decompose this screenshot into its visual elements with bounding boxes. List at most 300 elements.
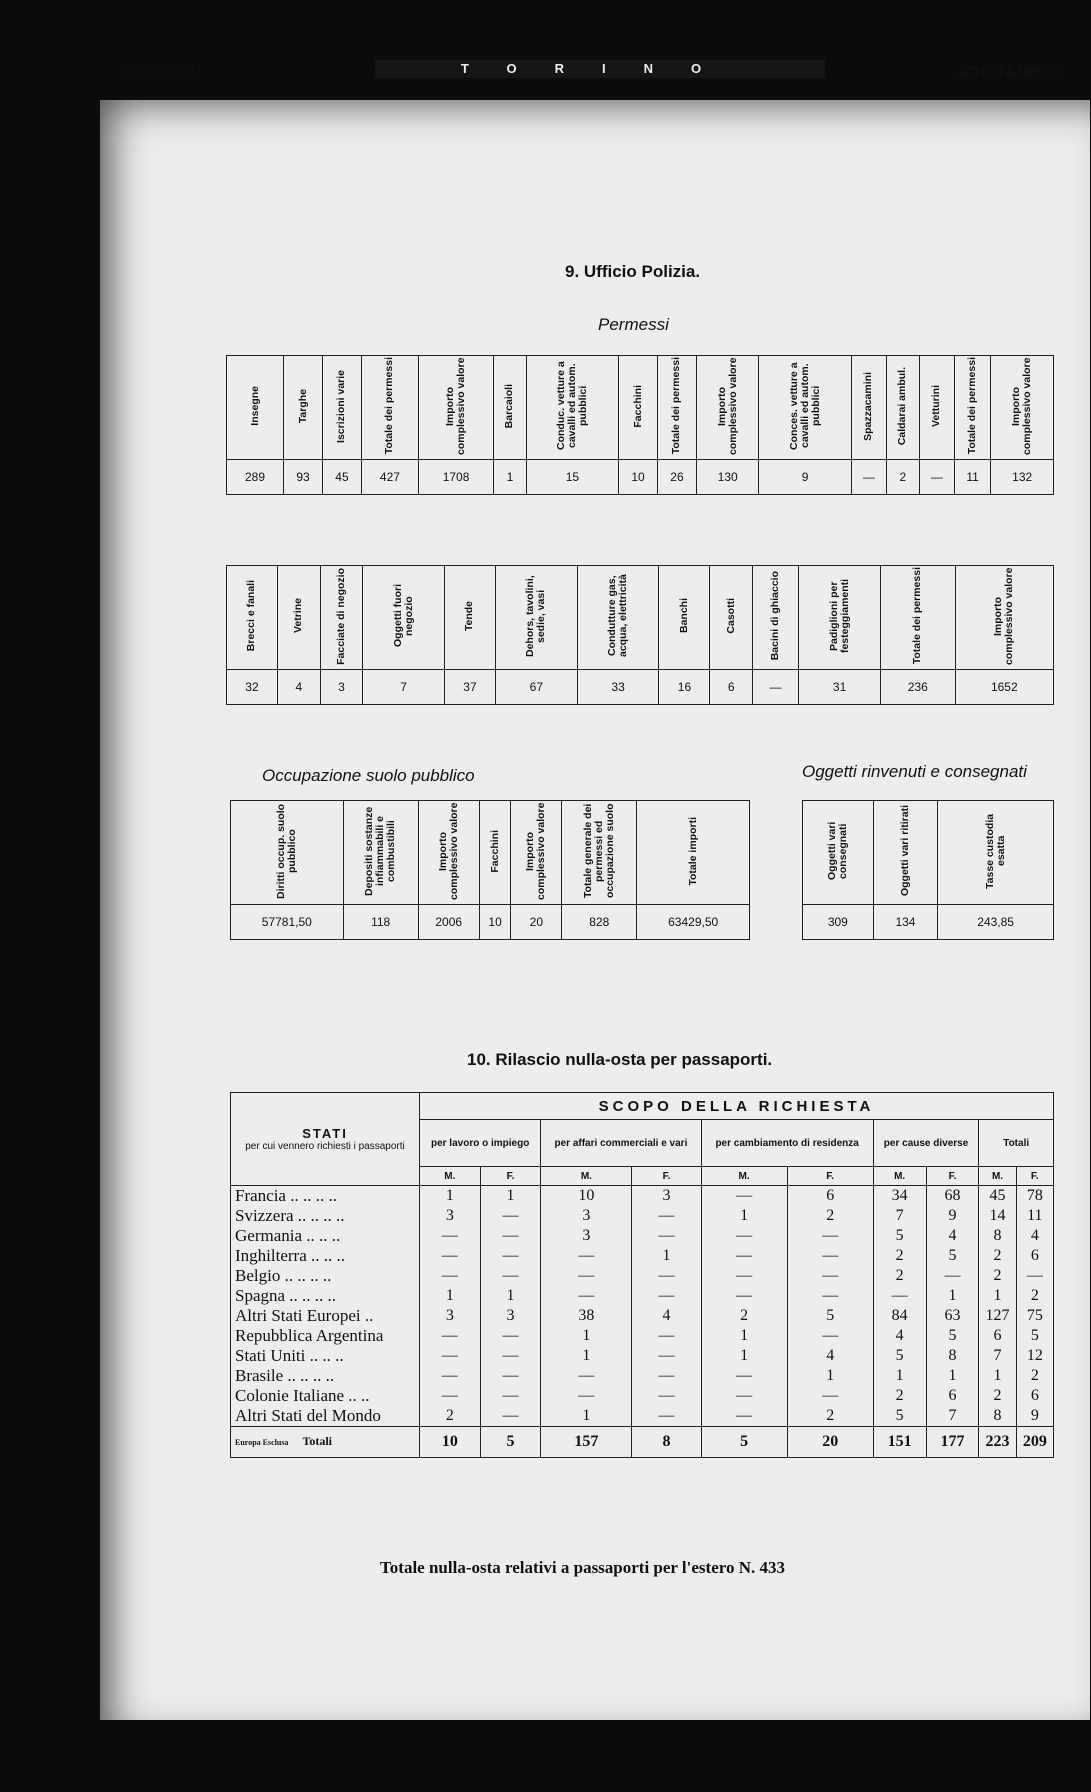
table1-header-label: Totale dei permessi bbox=[670, 357, 683, 455]
count-cell: 3 bbox=[420, 1306, 481, 1326]
scopo-header: SCOPO DELLA RICHIESTA bbox=[420, 1093, 1054, 1120]
table1-value: 427 bbox=[361, 460, 418, 495]
count-cell: — bbox=[632, 1226, 701, 1246]
count-cell: — bbox=[787, 1286, 873, 1306]
count-cell: 2 bbox=[979, 1246, 1016, 1266]
count-cell: — bbox=[420, 1266, 481, 1286]
count-cell: 1 bbox=[787, 1366, 873, 1386]
count-cell: 9 bbox=[1016, 1406, 1053, 1427]
count-cell: 1 bbox=[979, 1366, 1016, 1386]
table1-value: 1708 bbox=[418, 460, 493, 495]
count-cell: 38 bbox=[541, 1306, 632, 1326]
table1-header-label: Importo complessivo valore bbox=[715, 357, 739, 455]
section-10-title: 10. Rilascio nulla-osta per passaporti. bbox=[467, 1050, 773, 1069]
table2-value: 37 bbox=[445, 670, 496, 705]
passaporti-table bbox=[230, 1092, 1054, 1458]
stati-label: STATI bbox=[302, 1126, 348, 1141]
count-cell: — bbox=[541, 1366, 632, 1386]
table2-value: 6 bbox=[710, 670, 753, 705]
scopo-group: per cambiamento di residenza bbox=[701, 1120, 873, 1167]
table3-value: 2006 bbox=[418, 905, 479, 940]
table3-value: 118 bbox=[343, 905, 418, 940]
count-cell: 7 bbox=[979, 1346, 1016, 1366]
count-cell: 1 bbox=[979, 1286, 1016, 1306]
count-cell: — bbox=[1016, 1266, 1053, 1286]
count-cell: 127 bbox=[979, 1306, 1016, 1326]
count-cell: 1 bbox=[701, 1346, 787, 1366]
table2-header bbox=[710, 566, 753, 670]
table1-value: 1 bbox=[494, 460, 527, 495]
table3-header bbox=[637, 801, 750, 905]
table1-value: 45 bbox=[322, 460, 361, 495]
table4-value: 309 bbox=[803, 905, 874, 940]
table2-header bbox=[753, 566, 799, 670]
count-cell: — bbox=[480, 1226, 541, 1246]
occupazione-title: Occupazione suolo pubblico bbox=[262, 766, 475, 785]
table2-value: — bbox=[753, 670, 799, 705]
count-cell: — bbox=[420, 1346, 481, 1366]
scopo-group: Totali bbox=[979, 1120, 1054, 1167]
count-cell: 4 bbox=[873, 1326, 926, 1346]
count-cell: 5 bbox=[873, 1406, 926, 1427]
table1-header bbox=[494, 356, 527, 460]
state-name: Francia .. .. .. .. bbox=[231, 1186, 420, 1207]
permessi-subtitle: Permessi bbox=[598, 315, 669, 334]
total-cell: 5 bbox=[701, 1427, 787, 1458]
table4-value: 243,85 bbox=[938, 905, 1054, 940]
total-cell: 8 bbox=[632, 1427, 701, 1458]
table1-header-label: Iscrizioni varie bbox=[335, 369, 348, 443]
table1-header bbox=[619, 356, 658, 460]
header-banner: TORINO bbox=[375, 60, 825, 78]
count-cell: — bbox=[701, 1246, 787, 1266]
table2-header bbox=[880, 566, 955, 670]
table2-value: 236 bbox=[880, 670, 955, 705]
table1-value: 9 bbox=[759, 460, 851, 495]
table2-value: 32 bbox=[227, 670, 278, 705]
scopo-group: per affari commerciali e vari bbox=[541, 1120, 701, 1167]
count-cell: 2 bbox=[873, 1386, 926, 1406]
running-header bbox=[120, 60, 1060, 82]
table4-header-label: Tasse custodia esatta bbox=[983, 813, 1007, 889]
count-cell: 84 bbox=[873, 1306, 926, 1326]
count-cell: — bbox=[787, 1246, 873, 1266]
page-number: CCCXXVIII bbox=[120, 64, 204, 79]
table1-header bbox=[991, 356, 1054, 460]
table1-value: 2 bbox=[887, 460, 920, 495]
count-cell: 4 bbox=[926, 1226, 979, 1246]
count-cell: 2 bbox=[420, 1406, 481, 1427]
footer-total: Totale nulla-osta relativi a passaporti per l'estero N. 433 bbox=[380, 1558, 786, 1577]
table3-header-label: Diritti occup. suolo pubblico bbox=[274, 803, 298, 899]
sex-header: F. bbox=[926, 1167, 979, 1186]
table2-header-label: Condutture gas, acqua, elettricità bbox=[606, 574, 630, 658]
count-cell: 4 bbox=[1016, 1226, 1053, 1246]
count-cell: — bbox=[480, 1326, 541, 1346]
table3-header-label: Totale generale dei permessi ed occupazione suolo bbox=[581, 803, 616, 899]
total-cell: 5 bbox=[480, 1427, 541, 1458]
count-cell: — bbox=[632, 1406, 701, 1427]
table1-value: — bbox=[851, 460, 886, 495]
oggetti-table bbox=[802, 800, 1054, 940]
table1-value: 132 bbox=[991, 460, 1054, 495]
sex-header: F. bbox=[787, 1167, 873, 1186]
state-name: Colonie Italiane .. .. bbox=[231, 1386, 420, 1406]
table1-header-label: Spazzacamini bbox=[862, 371, 875, 441]
count-cell: 6 bbox=[1016, 1386, 1053, 1406]
table3-value: 63429,50 bbox=[637, 905, 750, 940]
scopo-group: per lavoro o impiego bbox=[420, 1120, 541, 1167]
total-cell: 177 bbox=[926, 1427, 979, 1458]
count-cell: 1 bbox=[420, 1286, 481, 1306]
table1-header-label: Conces. vetture a cavalli ed autom. pubblici bbox=[787, 362, 822, 450]
table1-header-label: Insegne bbox=[248, 386, 261, 426]
table1-header bbox=[887, 356, 920, 460]
state-name: Altri Stati del Mondo bbox=[231, 1406, 420, 1427]
count-cell: 7 bbox=[926, 1406, 979, 1427]
table1-header bbox=[919, 356, 954, 460]
count-cell: 5 bbox=[787, 1306, 873, 1326]
count-cell: — bbox=[420, 1386, 481, 1406]
table1-header-label: Conduc. vetture a cavalli ed autom. pubblici bbox=[554, 361, 589, 451]
table3-header-label: Importo complessivo valore bbox=[436, 802, 460, 900]
stati-sub: per cui vennero richiesti i passaporti bbox=[245, 1141, 405, 1152]
table1-value: 10 bbox=[619, 460, 658, 495]
count-cell: — bbox=[701, 1266, 787, 1286]
state-name: Inghilterra .. .. .. bbox=[231, 1246, 420, 1266]
sex-header: M. bbox=[420, 1167, 481, 1186]
count-cell: — bbox=[632, 1366, 701, 1386]
count-cell: 2 bbox=[979, 1266, 1016, 1286]
sex-header: M. bbox=[541, 1167, 632, 1186]
count-cell: 2 bbox=[1016, 1286, 1053, 1306]
sex-header: F. bbox=[632, 1167, 701, 1186]
count-cell: 2 bbox=[787, 1406, 873, 1427]
table2-header bbox=[495, 566, 577, 670]
table4-header bbox=[938, 801, 1054, 905]
count-cell: — bbox=[701, 1226, 787, 1246]
table-row bbox=[231, 1226, 1054, 1246]
occupazione-table bbox=[230, 800, 750, 940]
europa-note: Europa Esclusa bbox=[235, 1438, 289, 1447]
count-cell: 45 bbox=[979, 1186, 1016, 1207]
table1-header bbox=[526, 356, 618, 460]
table4-header bbox=[873, 801, 938, 905]
state-name: Belgio .. .. .. .. bbox=[231, 1266, 420, 1286]
count-cell: — bbox=[541, 1386, 632, 1406]
table1-header-label: Totale dei permessi bbox=[383, 357, 396, 455]
count-cell: 2 bbox=[873, 1246, 926, 1266]
state-name: Stati Uniti .. .. .. bbox=[231, 1346, 420, 1366]
count-cell: 8 bbox=[979, 1226, 1016, 1246]
count-cell: 3 bbox=[480, 1306, 541, 1326]
table1-header bbox=[954, 356, 991, 460]
count-cell: — bbox=[480, 1266, 541, 1286]
table2-header-label: Dehors, tavolini, sedie, vasi bbox=[524, 575, 548, 657]
table2-value: 7 bbox=[363, 670, 445, 705]
table1-header-label: Vetturini bbox=[930, 384, 943, 427]
count-cell: 5 bbox=[926, 1246, 979, 1266]
count-cell: 12 bbox=[1016, 1346, 1053, 1366]
count-cell: 1 bbox=[632, 1246, 701, 1266]
count-cell: 6 bbox=[1016, 1246, 1053, 1266]
table3-header bbox=[511, 801, 562, 905]
count-cell: — bbox=[701, 1286, 787, 1306]
table2-header-label: Facciate di negozio bbox=[334, 567, 347, 665]
count-cell: — bbox=[632, 1346, 701, 1366]
count-cell: — bbox=[632, 1386, 701, 1406]
count-cell: 1 bbox=[480, 1186, 541, 1207]
table3-header bbox=[418, 801, 479, 905]
table2-header bbox=[955, 566, 1053, 670]
count-cell: 4 bbox=[787, 1346, 873, 1366]
scopo-group: per cause diverse bbox=[873, 1120, 979, 1167]
table2-header bbox=[799, 566, 881, 670]
count-cell: — bbox=[420, 1366, 481, 1386]
table2-header-label: Padiglioni per festeggiamenti bbox=[827, 578, 851, 654]
table1-header-label: Targhe bbox=[296, 388, 309, 424]
count-cell: — bbox=[541, 1266, 632, 1286]
state-name: Svizzera .. .. .. .. bbox=[231, 1206, 420, 1226]
table-row bbox=[231, 1406, 1054, 1427]
count-cell: — bbox=[701, 1386, 787, 1406]
count-cell: 4 bbox=[632, 1306, 701, 1326]
table-row bbox=[231, 1206, 1054, 1226]
count-cell: 1 bbox=[541, 1406, 632, 1427]
permessi-table-2 bbox=[226, 565, 1054, 705]
count-cell: — bbox=[632, 1266, 701, 1286]
total-cell: 151 bbox=[873, 1427, 926, 1458]
table-row bbox=[231, 1326, 1054, 1346]
table1-header bbox=[851, 356, 886, 460]
state-name: Spagna .. .. .. .. bbox=[231, 1286, 420, 1306]
table3-value: 828 bbox=[562, 905, 637, 940]
table2-value: 4 bbox=[277, 670, 320, 705]
table-row bbox=[231, 1186, 1054, 1207]
table4-value: 134 bbox=[873, 905, 938, 940]
table-row bbox=[231, 1266, 1054, 1286]
table3-header bbox=[343, 801, 418, 905]
table2-header-label: Vetrine bbox=[292, 598, 305, 634]
table2-header-label: Tende bbox=[463, 600, 476, 632]
table3-header-label: Depositi sostanze infiammabili e combustibili bbox=[363, 806, 398, 896]
state-name: Germania .. .. .. bbox=[231, 1226, 420, 1246]
table1-value: 26 bbox=[658, 460, 697, 495]
count-cell: 1 bbox=[420, 1186, 481, 1207]
oggetti-title: Oggetti rinvenuti e consegnati bbox=[802, 762, 1027, 781]
table2-header bbox=[659, 566, 710, 670]
table3-header-label: Totale importi bbox=[686, 816, 699, 886]
table1-header-label: Facchini bbox=[631, 384, 644, 428]
table2-header bbox=[227, 566, 278, 670]
count-cell: 1 bbox=[701, 1326, 787, 1346]
table3-value: 10 bbox=[479, 905, 511, 940]
table1-value: 289 bbox=[227, 460, 284, 495]
table-row bbox=[231, 1366, 1054, 1386]
count-cell: 2 bbox=[701, 1306, 787, 1326]
count-cell: — bbox=[701, 1366, 787, 1386]
table2-header bbox=[363, 566, 445, 670]
table1-value: 130 bbox=[696, 460, 758, 495]
state-name: Repubblica Argentina bbox=[231, 1326, 420, 1346]
table-row bbox=[231, 1306, 1054, 1326]
table1-header bbox=[284, 356, 323, 460]
table1-header bbox=[322, 356, 361, 460]
count-cell: — bbox=[701, 1406, 787, 1427]
count-cell: — bbox=[632, 1326, 701, 1346]
count-cell: 3 bbox=[541, 1226, 632, 1246]
total-cell: 157 bbox=[541, 1427, 632, 1458]
count-cell: 5 bbox=[873, 1226, 926, 1246]
table1-header-label: Importo complessivo valore bbox=[1010, 357, 1034, 455]
count-cell: 5 bbox=[926, 1326, 979, 1346]
state-name: Brasile .. .. .. .. bbox=[231, 1366, 420, 1386]
count-cell: 1 bbox=[926, 1366, 979, 1386]
table3-header bbox=[231, 801, 344, 905]
totals-label bbox=[231, 1427, 420, 1458]
count-cell: — bbox=[480, 1386, 541, 1406]
table2-header bbox=[577, 566, 659, 670]
count-cell: 8 bbox=[926, 1346, 979, 1366]
count-cell: 3 bbox=[632, 1186, 701, 1207]
count-cell: 68 bbox=[926, 1186, 979, 1207]
table1-value: — bbox=[919, 460, 954, 495]
count-cell: 34 bbox=[873, 1186, 926, 1207]
count-cell: 11 bbox=[1016, 1206, 1053, 1226]
table1-header bbox=[361, 356, 418, 460]
table1-header-label: Totale dei permessi bbox=[966, 357, 979, 455]
count-cell: 7 bbox=[873, 1206, 926, 1226]
table4-header-label: Oggetti vari ritirati bbox=[898, 805, 911, 897]
table2-header bbox=[320, 566, 363, 670]
table1-header-label: Barcaioli bbox=[503, 383, 516, 429]
table2-value: 16 bbox=[659, 670, 710, 705]
count-cell: 2 bbox=[1016, 1366, 1053, 1386]
sex-header: F. bbox=[480, 1167, 541, 1186]
table3-header-label: Facchini bbox=[488, 829, 501, 873]
table1-header bbox=[227, 356, 284, 460]
table3-value: 57781,50 bbox=[231, 905, 344, 940]
stati-header bbox=[231, 1093, 420, 1186]
count-cell: — bbox=[787, 1226, 873, 1246]
table2-header bbox=[445, 566, 496, 670]
table1-header bbox=[759, 356, 851, 460]
count-cell: 9 bbox=[926, 1206, 979, 1226]
table2-value: 3 bbox=[320, 670, 363, 705]
table2-header-label: Casotti bbox=[724, 598, 737, 634]
count-cell: 1 bbox=[701, 1206, 787, 1226]
section-9-title: 9. Ufficio Polizia. bbox=[565, 262, 701, 281]
count-cell: — bbox=[701, 1186, 787, 1207]
count-cell: — bbox=[420, 1246, 481, 1266]
count-cell: 6 bbox=[926, 1386, 979, 1406]
count-cell: — bbox=[480, 1246, 541, 1266]
count-cell: 14 bbox=[979, 1206, 1016, 1226]
count-cell: — bbox=[541, 1286, 632, 1306]
count-cell: 78 bbox=[1016, 1186, 1053, 1207]
count-cell: 8 bbox=[979, 1406, 1016, 1427]
count-cell: 6 bbox=[787, 1186, 873, 1207]
count-cell: 1 bbox=[541, 1326, 632, 1346]
count-cell: 10 bbox=[541, 1186, 632, 1207]
count-cell: — bbox=[420, 1226, 481, 1246]
table1-header-label: Importo complessivo valore bbox=[444, 357, 468, 455]
table-row bbox=[231, 1386, 1054, 1406]
count-cell: 75 bbox=[1016, 1306, 1053, 1326]
section-label: ATTIVITÀ UFFICI bbox=[956, 64, 1060, 79]
sex-header: M. bbox=[873, 1167, 926, 1186]
table2-header bbox=[277, 566, 320, 670]
count-cell: 3 bbox=[541, 1206, 632, 1226]
count-cell: 63 bbox=[926, 1306, 979, 1326]
table1-value: 11 bbox=[954, 460, 991, 495]
count-cell: — bbox=[873, 1286, 926, 1306]
count-cell: 1 bbox=[541, 1346, 632, 1366]
table1-header bbox=[658, 356, 697, 460]
table2-value: 33 bbox=[577, 670, 659, 705]
count-cell: 3 bbox=[420, 1206, 481, 1226]
count-cell: 2 bbox=[873, 1266, 926, 1286]
table2-header-label: Importo complessivo valore bbox=[992, 567, 1016, 665]
table2-value: 1652 bbox=[955, 670, 1053, 705]
totals-row bbox=[231, 1427, 1054, 1458]
state-name: Altri Stati Europei .. bbox=[231, 1306, 420, 1326]
count-cell: — bbox=[480, 1206, 541, 1226]
permessi-table-1 bbox=[226, 355, 1054, 495]
count-cell: 1 bbox=[873, 1366, 926, 1386]
count-cell: — bbox=[787, 1386, 873, 1406]
table3-header bbox=[479, 801, 511, 905]
count-cell: 6 bbox=[979, 1326, 1016, 1346]
totali-label: Totali bbox=[302, 1434, 333, 1448]
count-cell: 1 bbox=[926, 1286, 979, 1306]
table4-header bbox=[803, 801, 874, 905]
count-cell: — bbox=[480, 1366, 541, 1386]
total-cell: 10 bbox=[420, 1427, 481, 1458]
count-cell: 5 bbox=[1016, 1326, 1053, 1346]
table2-header-label: Oggetti fuori negozio bbox=[391, 584, 415, 648]
table-row bbox=[231, 1286, 1054, 1306]
table3-value: 20 bbox=[511, 905, 562, 940]
count-cell: — bbox=[632, 1206, 701, 1226]
count-cell: — bbox=[480, 1346, 541, 1366]
total-cell: 209 bbox=[1016, 1427, 1053, 1458]
count-cell: — bbox=[420, 1326, 481, 1346]
count-cell: 2 bbox=[979, 1386, 1016, 1406]
count-cell: — bbox=[787, 1326, 873, 1346]
table1-value: 15 bbox=[526, 460, 618, 495]
table1-header-label: Caldarai ambul. bbox=[896, 366, 909, 446]
table2-header-label: Bacini di ghiaccio bbox=[769, 571, 782, 661]
sex-header: F. bbox=[1016, 1167, 1053, 1186]
count-cell: — bbox=[926, 1266, 979, 1286]
table2-value: 67 bbox=[495, 670, 577, 705]
sex-header: M. bbox=[701, 1167, 787, 1186]
count-cell: — bbox=[541, 1246, 632, 1266]
table2-value: 31 bbox=[799, 670, 881, 705]
count-cell: 1 bbox=[480, 1286, 541, 1306]
table3-header-label: Importo complessivo valore bbox=[524, 802, 548, 900]
table2-header-label: Totale dei permessi bbox=[911, 567, 924, 665]
table1-header bbox=[696, 356, 758, 460]
table3-header bbox=[562, 801, 637, 905]
table1-value: 93 bbox=[284, 460, 323, 495]
sex-header: M. bbox=[979, 1167, 1016, 1186]
count-cell: — bbox=[787, 1266, 873, 1286]
table-row bbox=[231, 1246, 1054, 1266]
table1-header bbox=[418, 356, 493, 460]
table2-header-label: Banchi bbox=[677, 598, 690, 634]
